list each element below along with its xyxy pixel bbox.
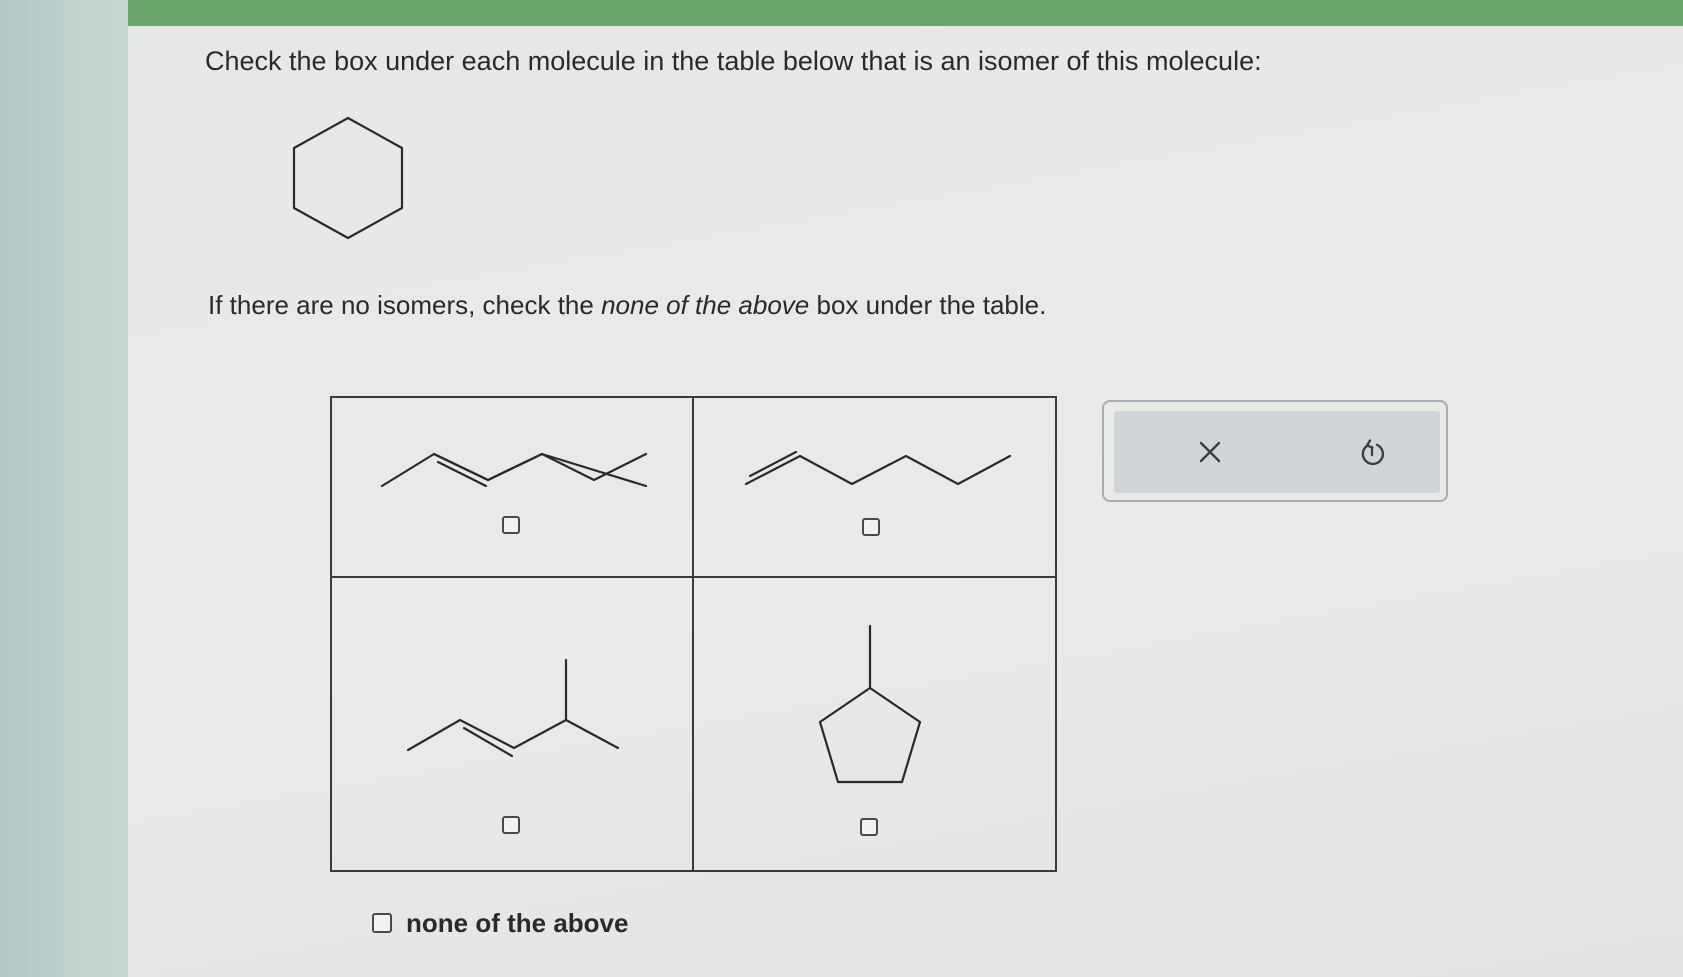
- question-text: Check the box under each molecule in the table below that is an isomer of this molecule:: [205, 46, 1262, 76]
- instruction-text: [208, 290, 1046, 321]
- answer-tools-panel: [1102, 400, 1448, 502]
- instruction-before: If there are no isomers, check the: [208, 290, 602, 320]
- answer-tools-bar: [1114, 411, 1440, 493]
- top-bar: [128, 0, 1683, 26]
- pent-2-ene-structure-icon: [332, 398, 692, 576]
- option-3-checkbox[interactable]: [502, 816, 520, 834]
- option-cell-4: [694, 578, 1055, 870]
- option-1-checkbox[interactable]: [502, 516, 520, 534]
- clear-button[interactable]: [1188, 430, 1232, 474]
- option-cell-2: [694, 398, 1055, 578]
- pent-1-ene-structure-icon: [694, 398, 1054, 576]
- answer-table: [330, 396, 1057, 872]
- none-of-the-above-label: none of the above: [406, 907, 629, 938]
- screen-left-margin: [0, 0, 140, 977]
- none-of-the-above-checkbox[interactable]: [372, 913, 392, 933]
- undo-icon: [1357, 437, 1387, 467]
- instruction-after: box under the table.: [809, 290, 1047, 320]
- none-of-the-above-option[interactable]: [372, 908, 628, 938]
- undo-button[interactable]: [1350, 430, 1394, 474]
- instruction-emphasis: none of the above: [601, 290, 810, 320]
- option-cell-3: [332, 578, 694, 870]
- option-2-checkbox[interactable]: [862, 518, 880, 536]
- cyclohexane-structure-icon: [286, 114, 410, 250]
- x-icon: [1197, 439, 1223, 465]
- option-cell-1: [332, 398, 694, 578]
- option-4-checkbox[interactable]: [860, 818, 878, 836]
